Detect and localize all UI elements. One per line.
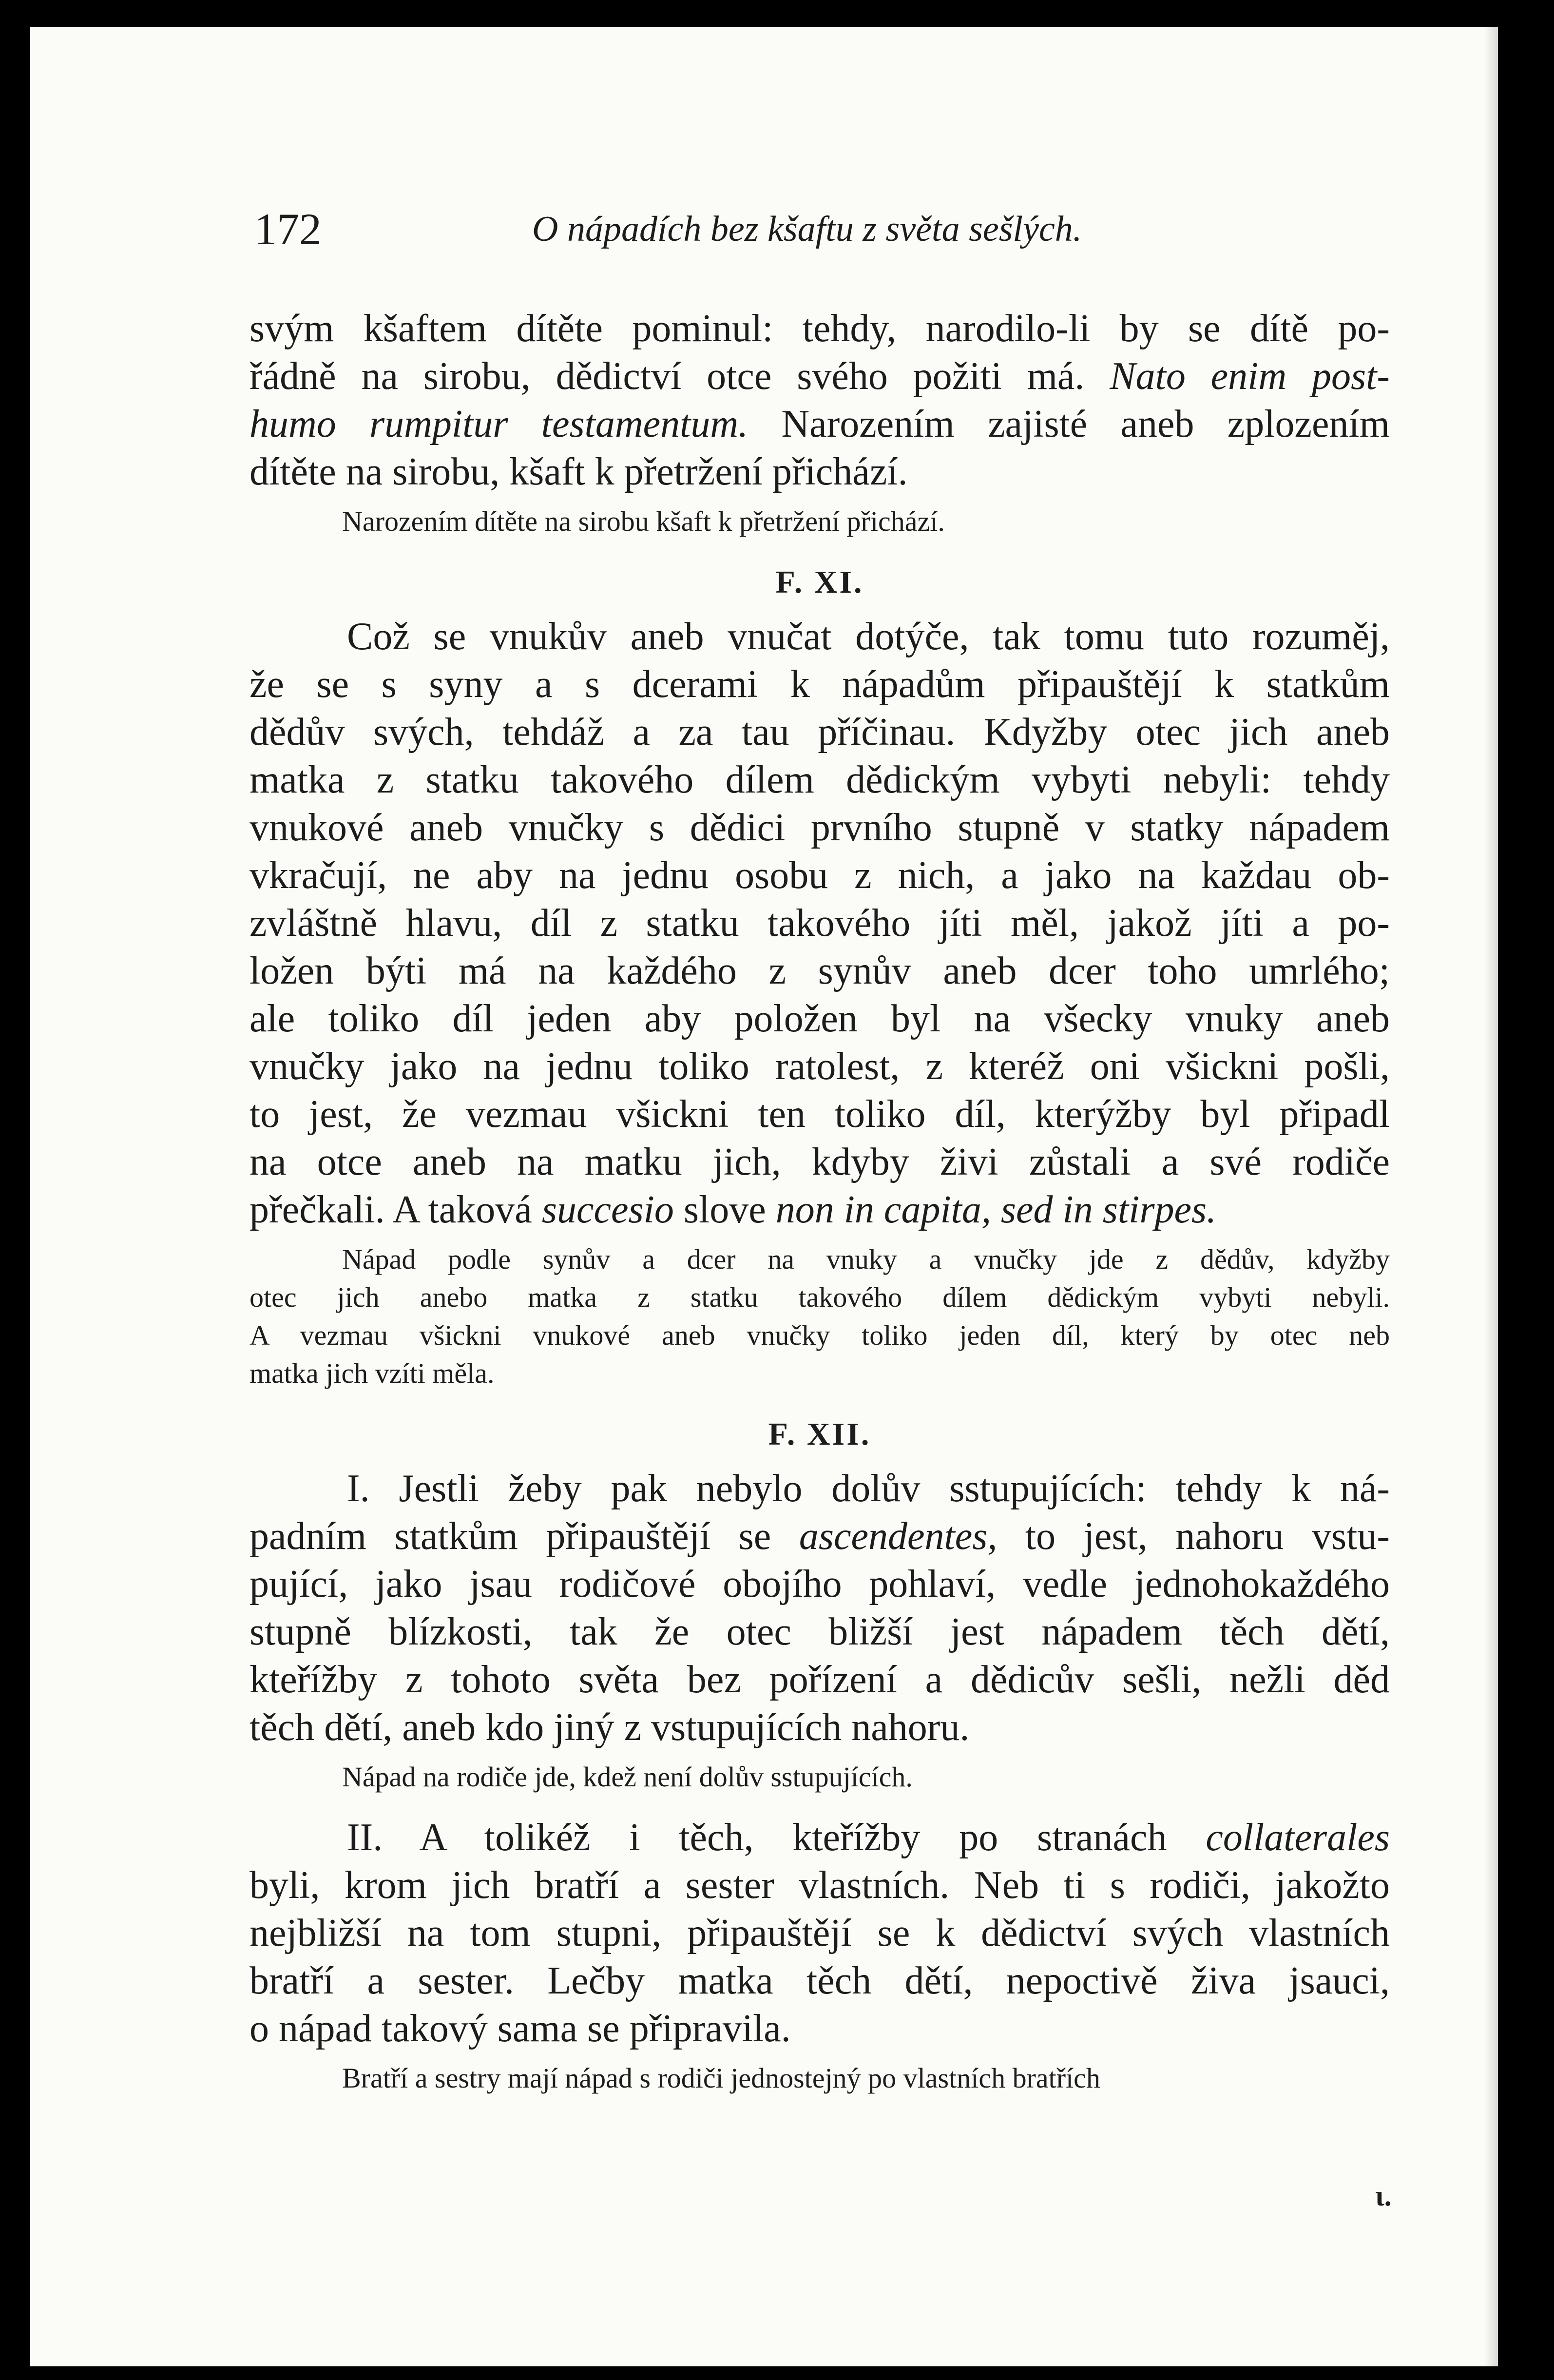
marginal-gloss	[249, 1240, 1390, 1393]
text-line: dědův svých, tehdáž a za tau příčinau. Kdyžby otec jich aneb	[249, 711, 1390, 754]
text-line: bratří a sester. Lečby matka těch dětí, nepoctivě živa jsauci,	[249, 1959, 1390, 2002]
latin-phrase: succesio	[541, 1188, 674, 1231]
marginal-gloss	[249, 1758, 1390, 1796]
text-line: byli, krom jich bratří a sester vlastních. Neb ti s rodiči, jakožto	[249, 1864, 1390, 1907]
body-text	[249, 305, 1390, 2115]
marginal-gloss	[249, 503, 1390, 541]
page-number: 172	[254, 204, 322, 254]
text-line	[249, 1512, 1390, 1560]
running-title: O nápadích bez kšaftu z světa sešlých.	[532, 209, 1082, 249]
section-heading-xii: F. XII.	[768, 1416, 871, 1452]
text-line	[249, 1186, 1390, 1234]
text-line: matka z statku takového dílem dědickým vybyti nebyli: tehdy	[249, 758, 1390, 801]
text-line	[249, 352, 1390, 400]
text-line: těch dětí, aneb kdo jiný z vstupujících nahoru.	[249, 1706, 970, 1749]
text-line: to jest, že vezmau všickni ten toliko díl, kterýžby byl připadl	[249, 1093, 1390, 1136]
text-line: o nápad takový sama se připravila.	[249, 2007, 791, 2050]
section-heading-xi: F. XI.	[775, 564, 864, 600]
text-line: kteřížby z tohoto světa bez pořízení a dědicův sešli, nežli děd	[249, 1658, 1390, 1701]
gloss-line: Narozením dítěte na sirobu kšaft k přetržení přichází.	[342, 505, 945, 537]
text-line: na otce aneb na matku jich, kdyby živi zůstali a své rodiče	[249, 1141, 1390, 1183]
text-line	[249, 400, 1390, 448]
text-line: vnukové aneb vnučky s dědici prvního stupně v statky nápadem	[249, 806, 1390, 849]
text-line: I. Jestli žeby pak nebylo dolův sstupujících: tehdy k ná-	[347, 1467, 1390, 1510]
text-run: slove	[683, 1188, 766, 1231]
text-run: přečkali. A taková	[249, 1188, 532, 1231]
latin-phrase: non in capita, sed in stirpes.	[775, 1188, 1217, 1231]
text-line: vnučky jako na jednu toliko ratolest, z kteréž oni všickni pošli,	[249, 1045, 1390, 1088]
latin-phrase: ascendentes,	[799, 1515, 998, 1558]
gloss-line: Nápad na rodiče jde, kdež není dolův sstupujících.	[342, 1761, 913, 1793]
paragraph-xii-1	[249, 1465, 1390, 1751]
paragraph-xi	[249, 613, 1390, 1234]
text-run: padním statkům připauštějí se	[249, 1515, 771, 1558]
gloss-line: Bratří a sestry mají nápad s rodiči jednostejný po vlastních bratřích	[342, 2062, 1100, 2094]
text-run: Narozením zajisté aneb zplozením	[781, 403, 1390, 445]
text-line: Což se vnukův aneb vnučat dotýče, tak tomu tuto rozuměj,	[347, 615, 1390, 658]
text-line: zvláštně hlavu, díl z statku takového jíti měl, jakož jíti a po-	[249, 902, 1390, 945]
text-line: dítěte na sirobu, kšaft k přetržení přichází.	[249, 450, 908, 493]
page-edge-shadow	[1484, 27, 1498, 2366]
text-line: svým kšaftem dítěte pominul: tehdy, narodilo-li by se dítě po-	[249, 307, 1390, 350]
text-run: II. A tolikéž i těch, kteřížby po stranách	[347, 1816, 1167, 1859]
gloss-line: matka jich vzíti měla.	[249, 1357, 495, 1389]
marginal-gloss	[249, 2059, 1390, 2097]
latin-phrase: humo rumpitur testamentum.	[249, 403, 748, 445]
text-run: to jest, nahoru vstu-	[1025, 1515, 1390, 1558]
gloss-line: A vezmau všickni vnukové aneb vnučky toliko jeden díl, který by otec neb	[249, 1319, 1390, 1351]
text-line: že se s syny a s dcerami k nápadům připauštějí k statkům	[249, 663, 1390, 706]
latin-phrase: Nato enim post-	[1110, 355, 1390, 398]
text-line: vkračují, ne aby na jednu osobu z nich, a jako na každau ob-	[249, 854, 1390, 897]
text-line: nejbližší na tom stupni, připauštějí se k dědictví svých vlastních	[249, 1912, 1390, 1954]
gloss-line: Nápad podle synův a dcer na vnuky a vnučky jde z dědův, kdyžby	[342, 1243, 1390, 1275]
running-head	[254, 197, 1385, 266]
paragraph-continuation	[249, 305, 1390, 496]
latin-phrase: collaterales	[1206, 1816, 1390, 1859]
paragraph-xii-2	[249, 1814, 1390, 2052]
text-line: ložen býti má na každého z synův aneb dcer toho umrlého;	[249, 949, 1390, 992]
text-line: ale toliko díl jeden aby položen byl na všecky vnuky aneb	[249, 997, 1390, 1040]
book-page	[30, 27, 1498, 2366]
text-line: pující, jako jsau rodičové obojího pohlaví, vedle jednohokaždého	[249, 1563, 1390, 1606]
text-run: řádně na sirobu, dědictví otce svého požiti má.	[249, 355, 1085, 398]
text-line: stupně blízkosti, tak že otec bližší jest nápadem těch dětí,	[249, 1610, 1390, 1653]
text-line	[249, 1814, 1390, 1861]
gloss-line: otec jich anebo matka z statku takového dílem dědickým vybyti nebyli.	[249, 1281, 1390, 1313]
stray-print-mark: ɩ.	[1375, 2180, 1392, 2212]
